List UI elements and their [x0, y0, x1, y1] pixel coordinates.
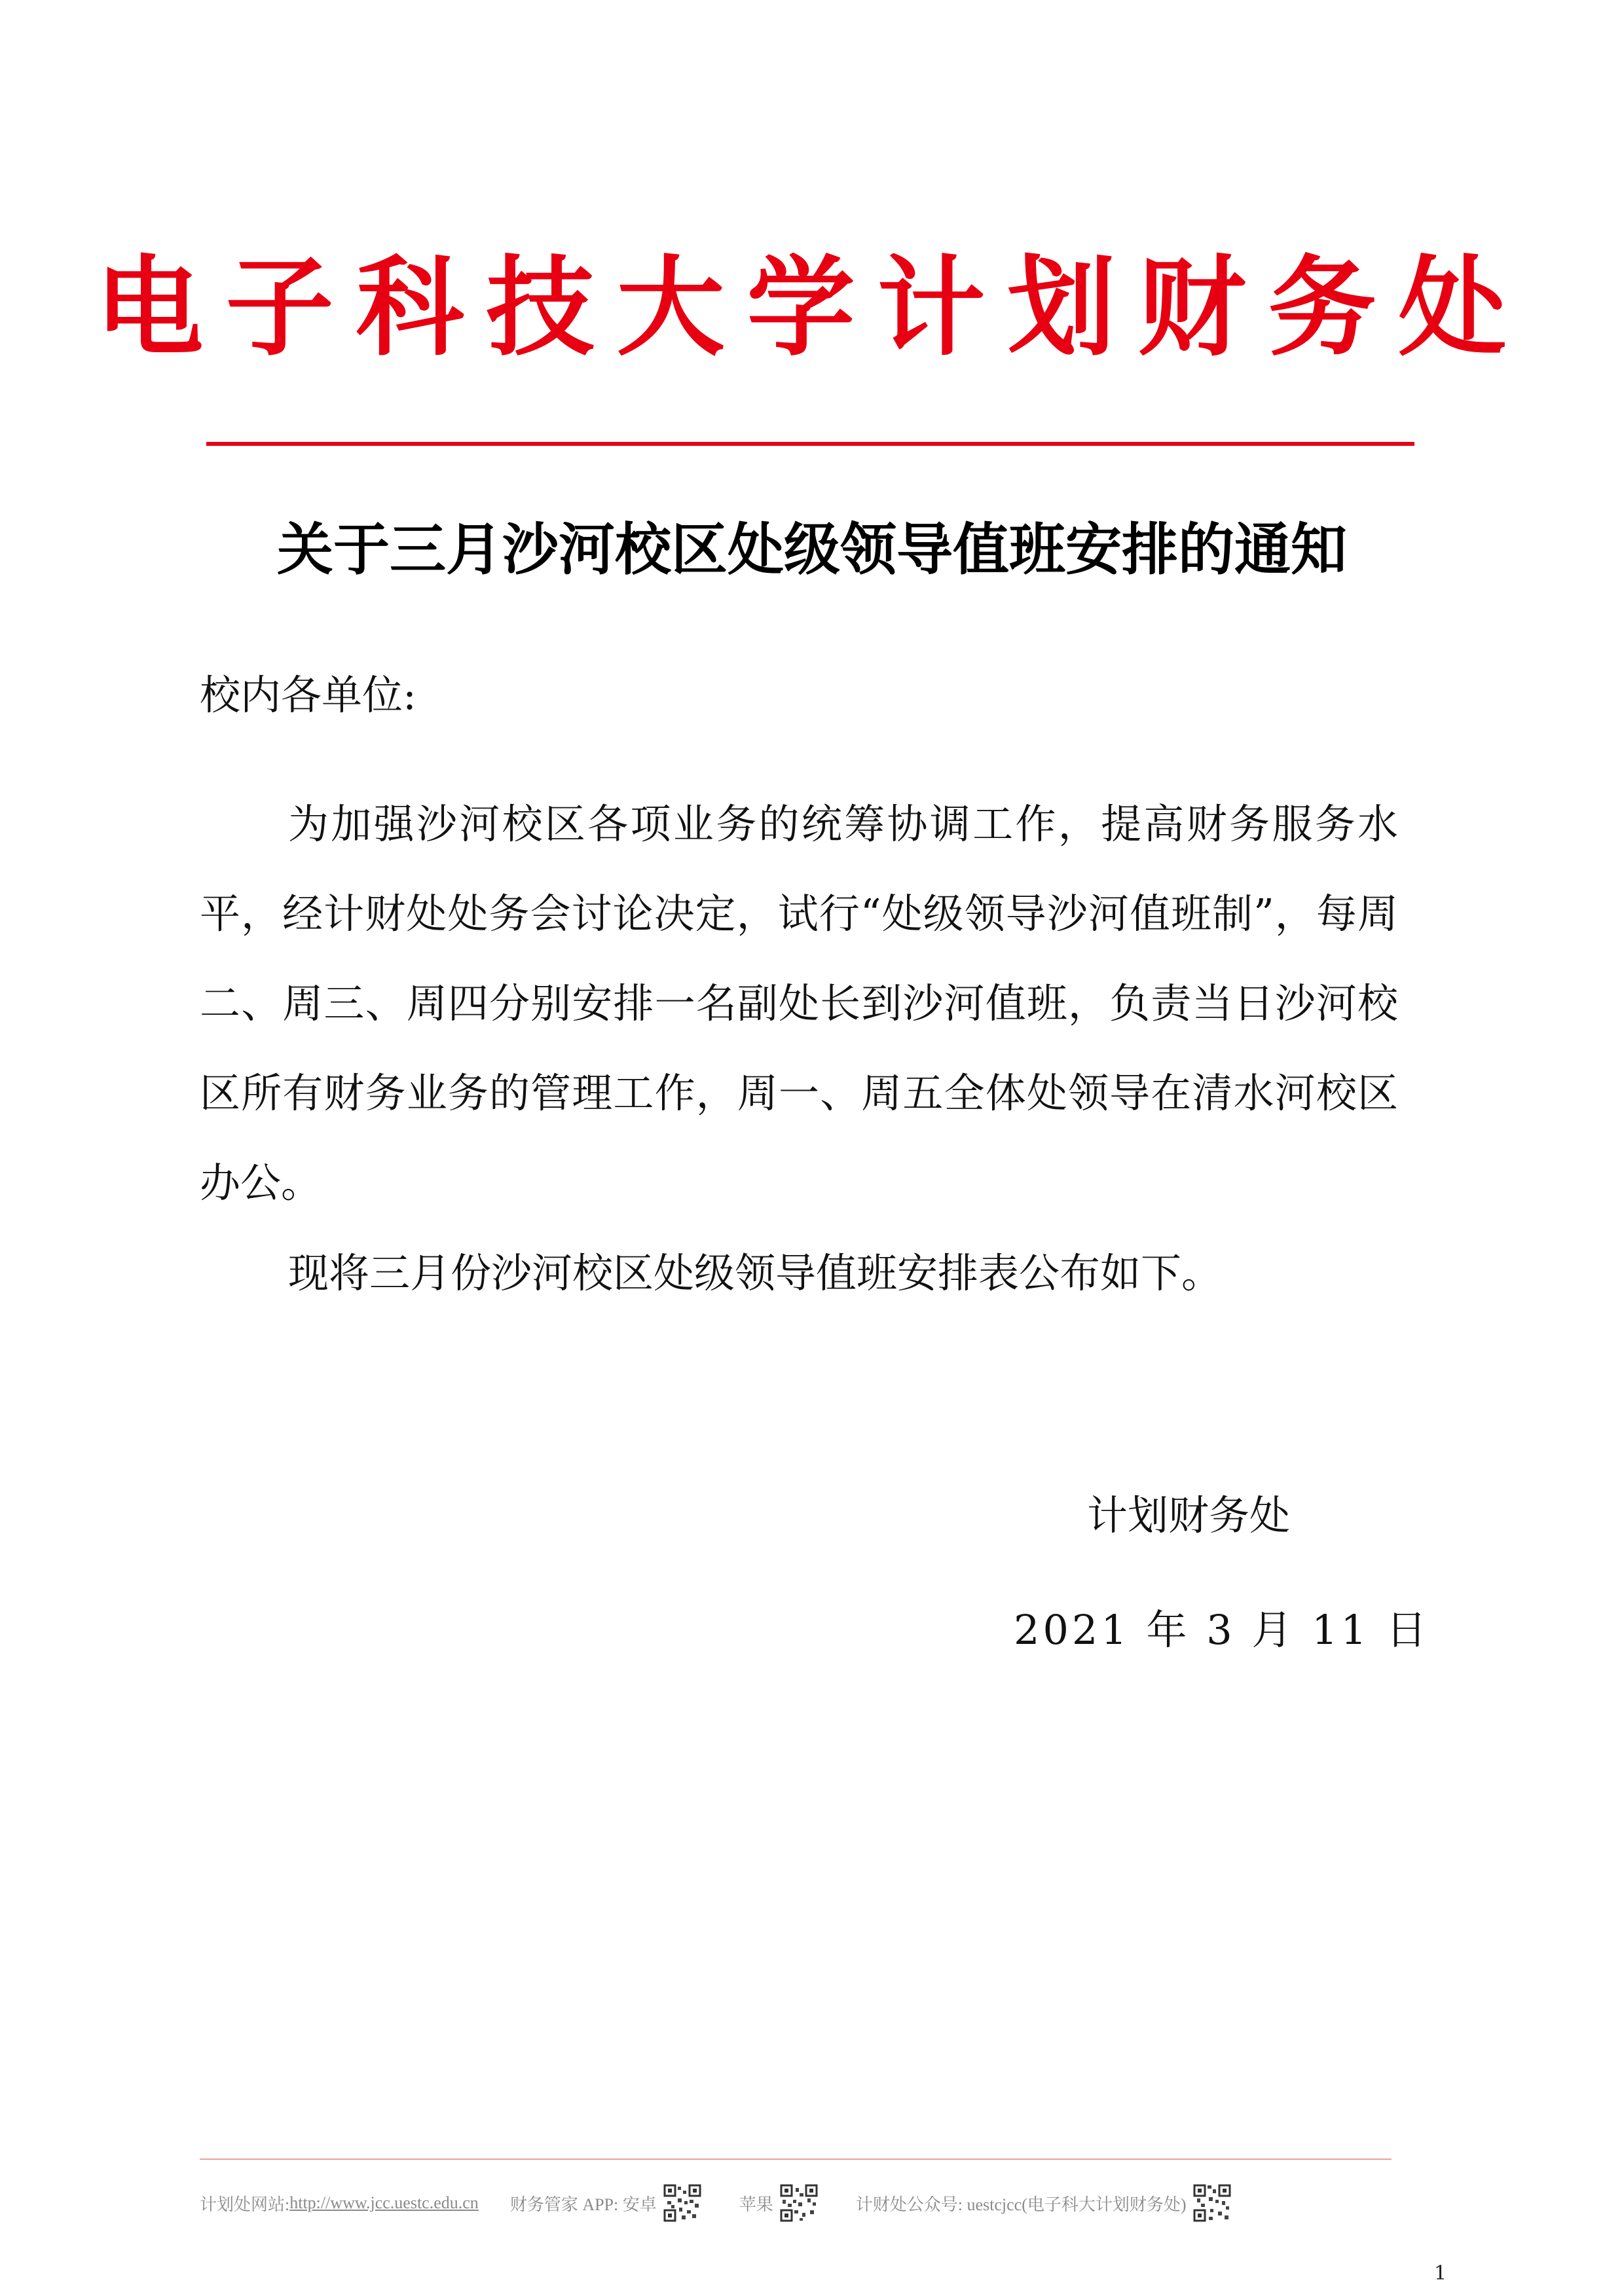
masthead-red-rule: [206, 442, 1414, 446]
footer-apple-label: 苹果: [739, 2195, 773, 2214]
apple-app-qr-icon: [780, 2184, 818, 2222]
footer-rule: [200, 2159, 1392, 2160]
android-app-qr-icon: [663, 2184, 701, 2222]
footer-website-label: 计划处网站:: [200, 2195, 290, 2214]
footer-wechat-label: 计财处公众号: uestcjcc(电子科大计划财务处): [855, 2195, 1187, 2214]
page-number: 1: [1434, 2262, 1447, 2285]
signature-organization: 计划财务处: [1087, 1491, 1291, 1539]
footer-website-link[interactable]: http://www.jcc.uestc.edu.cn: [289, 2193, 479, 2212]
document-title: 关于三月沙河校区处级领导值班安排的通知: [277, 517, 1347, 583]
signature-date: 2021 年 3 月 11 日: [1014, 1606, 1430, 1654]
salutation: 校内各单位:: [200, 671, 416, 719]
footer: [200, 2177, 1431, 2229]
wechat-qr-icon: [1193, 2184, 1231, 2222]
body-paragraph-2: 现将三月份沙河校区处级领导值班安排表公布如下。: [288, 1249, 1223, 1297]
masthead: 电子科技大学计划财务处: [95, 245, 1529, 371]
footer-app-label: 财务管家 APP: 安卓: [509, 2195, 657, 2214]
body-paragraph-1: 为加强沙河校区各项业务的统筹协调工作，提高财务服务水平，经计财处处务会讨论决定，试行“处级领导沙河值班制”，每周二、周三、周四分别安排一名副处长到沙河值班，负责当日沙河校区所有财务业务的管理工作，周一、周五全体处领导在清水河校区办公。: [200, 800, 1398, 1207]
